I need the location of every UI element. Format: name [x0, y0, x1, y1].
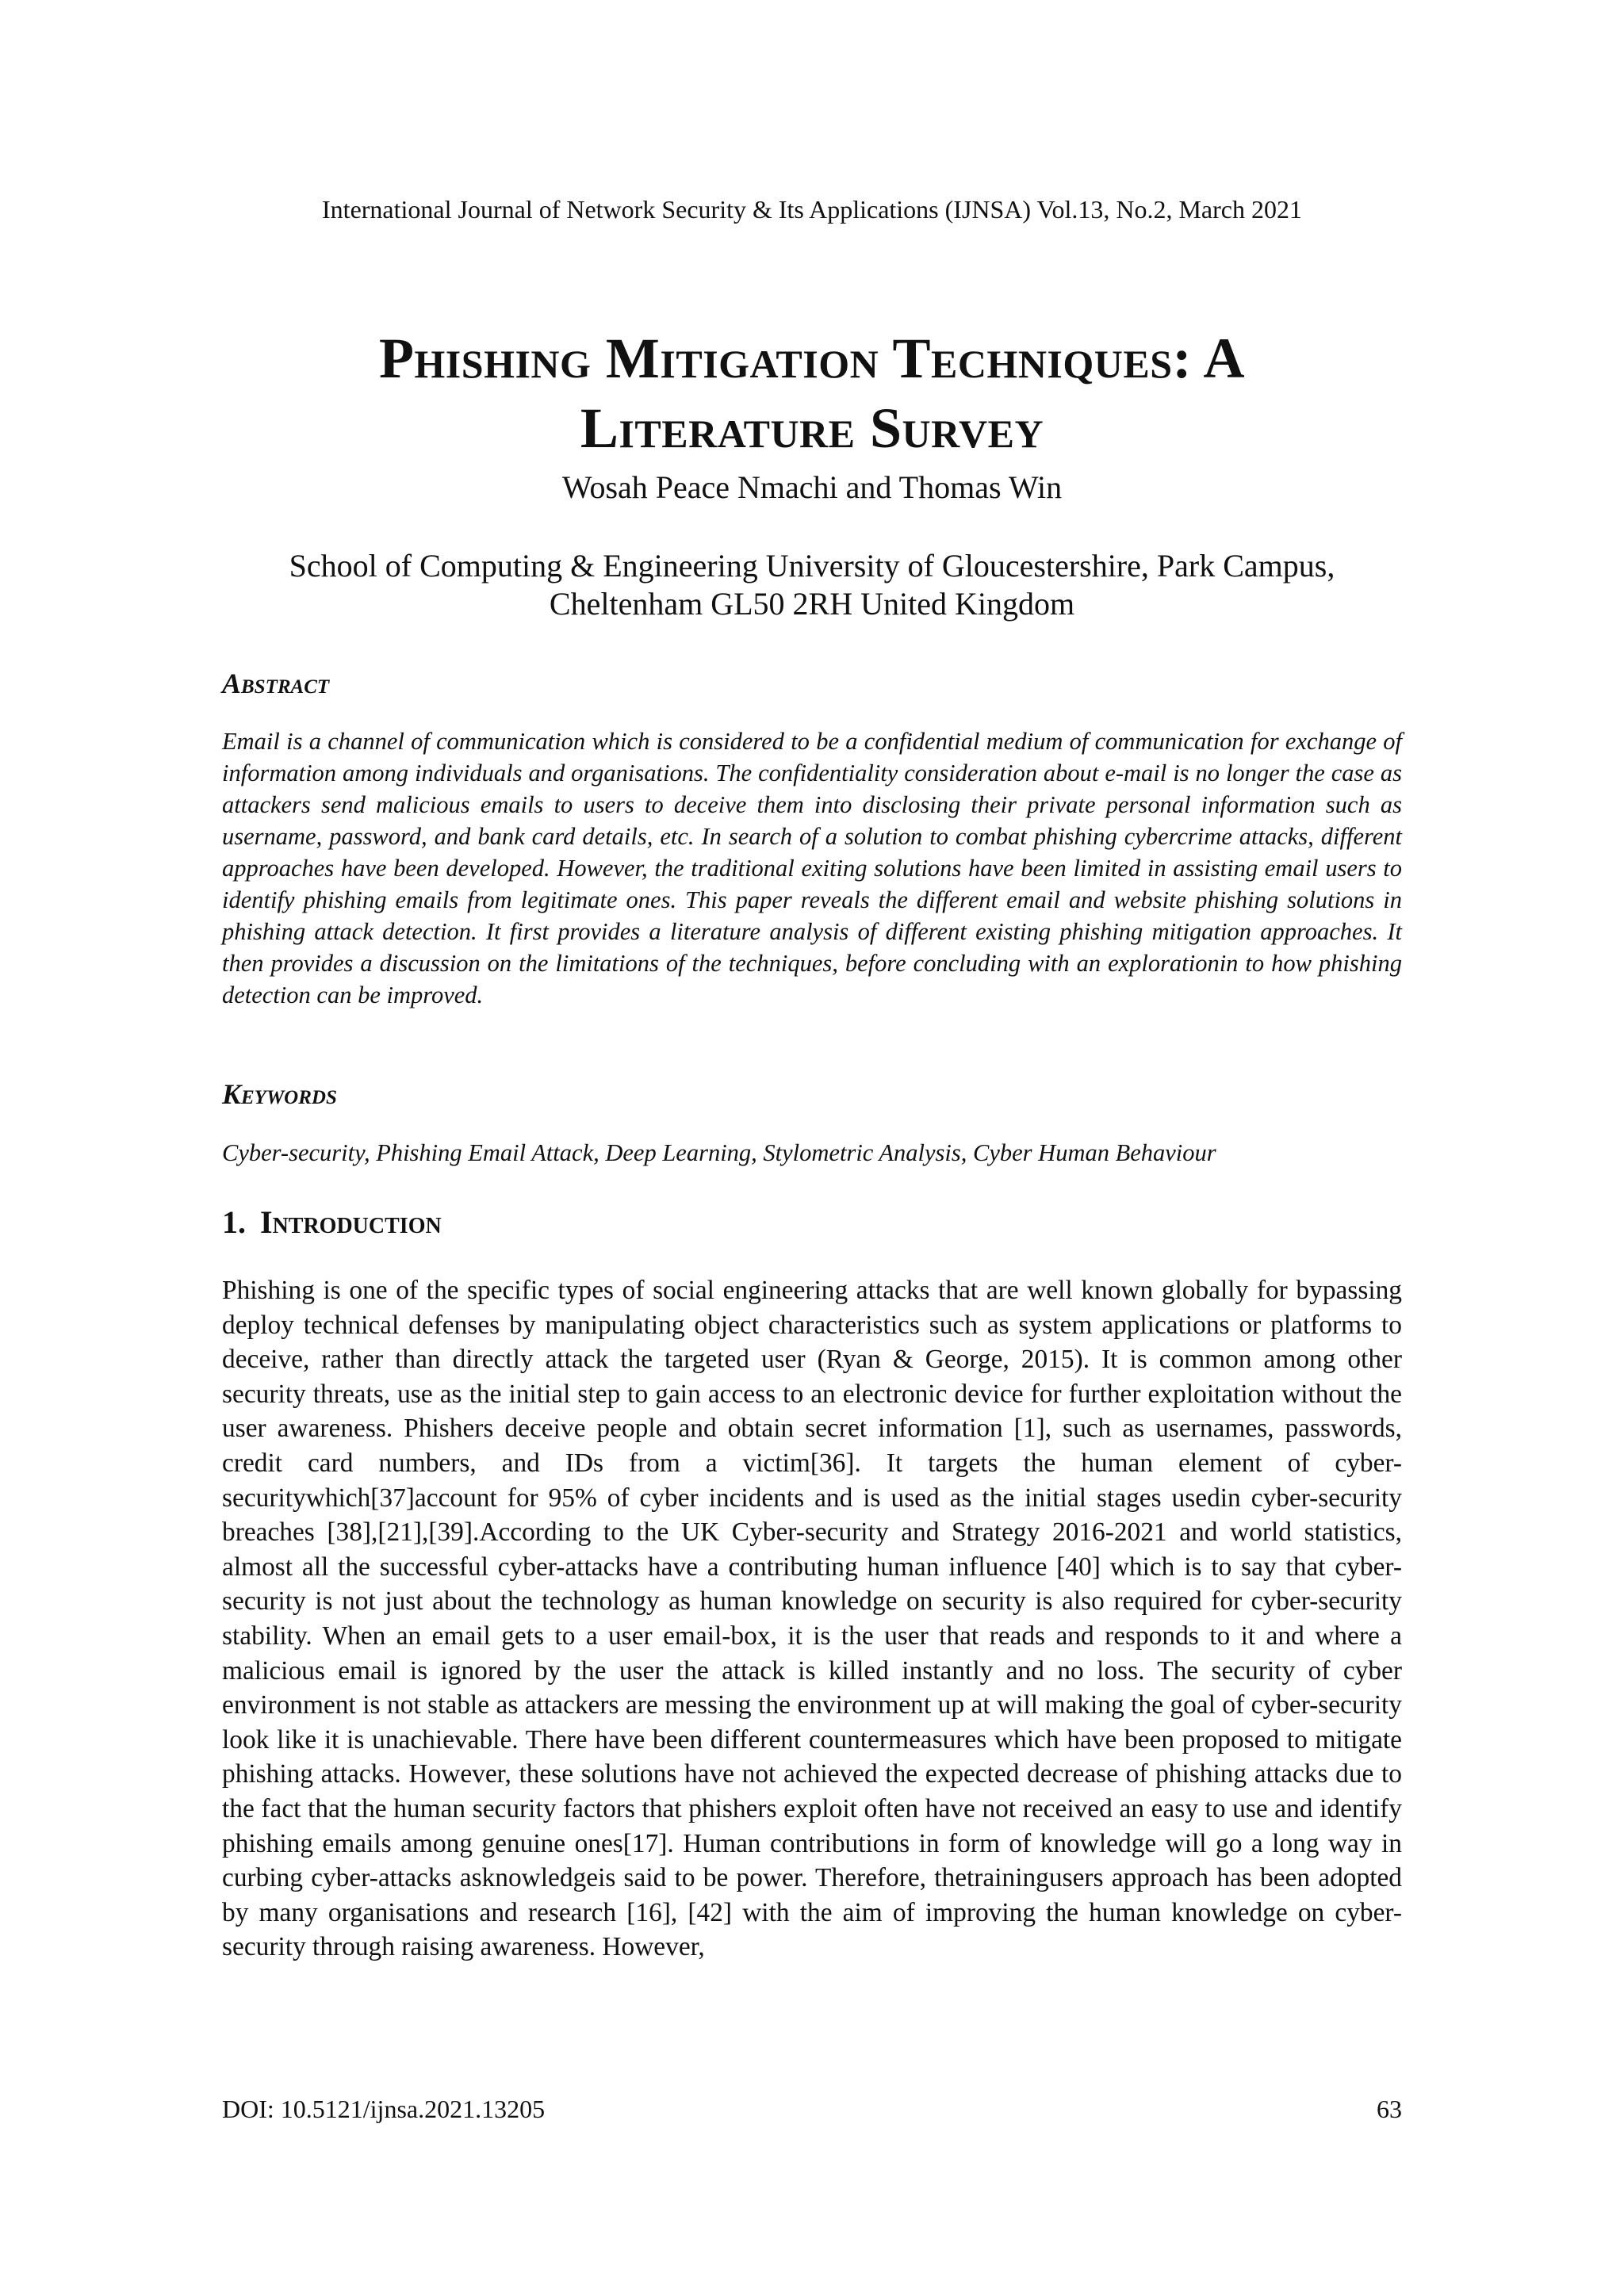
paper-title-line-1: Phishing Mitigation Techniques: A — [378, 327, 1246, 390]
affiliation-line-1: School of Computing & Engineering University of Gloucestershire, Park Campus, — [289, 548, 1335, 584]
page-number: 63 — [1377, 2095, 1402, 2123]
abstract-heading: Abstract — [222, 668, 330, 699]
paper-title-line-2: Literature Survey — [580, 396, 1044, 460]
introduction-heading — [222, 1203, 442, 1242]
author-list: Wosah Peace Nmachi and Thomas Win — [561, 469, 1063, 505]
abstract-text: Email is a channel of communication which is considered to be a confidential medium of communication for exchange of information among individuals and organisations. The confidentiality consideration about e-mail is no longer the case as attackers send malicious emails to users to deceive them into disclosing their private personal information such as username, password, and bank card details, etc. In search of a solution to combat phishing cybercrime attacks, different approaches have been developed. However, the traditional exiting solutions have been limited in assisting email users to identify phishing emails from legitimate ones. This paper reveals the different email and website phishing solutions in phishing attack detection. It first provides a literature analysis of different existing phishing mitigation approaches. It then provides a discussion on the limitations of the techniques, before concluding with an explorationin to how phishing detection can be improved. — [222, 728, 1402, 1008]
keywords-text: Cyber-security, Phishing Email Attack, Deep Learning, Stylometric Analysis, Cyber Human Behaviour — [222, 1139, 1216, 1166]
footer-doi: DOI: 10.5121/ijnsa.2021.13205 — [222, 2095, 546, 2123]
section-number: 1. — [222, 1204, 246, 1240]
keywords-heading: Keywords — [222, 1078, 337, 1110]
section-title: Introduction — [260, 1204, 442, 1240]
introduction-text: Phishing is one of the specific types of social engineering attacks that are well known globally for bypassing deploy technical defenses by manipulating object characteristics such as system applications or platforms to deceive, rather than directly attack the targeted user (Ryan & George, 2015). It is common among other security threats, use as the initial step to gain access to an electronic device for further exploitation without the user awareness. Phishers deceive people and obtain secret information [1], such as usernames, passwords, credit card numbers, and IDs from a victim[36]. It targets the human element of cyber-securitywhich[37]account for 95% of cyber incidents and is used as the initial stages usedin cyber-security breaches [38],[21],[39].According to the UK Cyber-security and Strategy 2016-2021 and world statistics, almost all the successful cyber-attacks have a contributing human influence [40] which is to say that cyber-security is not just about the technology as human knowledge on security is also required for cyber-security stability. When an email gets to a user email-box, it is the user that reads and responds to it and where a malicious email is ignored by the user the attack is killed instantly and no loss. The security of cyber environment is not stable as attackers are messing the environment up at will making the goal of cyber-security look like it is unachievable. There have been different countermeasures which have been proposed to mitigate phishing attacks. However, these solutions have not achieved the expected decrease of phishing attacks due to the fact that the human security factors that phishers exploit often have not received an easy to use and identify phishing emails among genuine ones[17]. Human contributions in form of knowledge will go a long way in curbing cyber-attacks asknowledgeis said to be power. Therefore, thetrainingusers approach has been adopted by many organisations and research [16], [42] with the aim of improving the human knowledge on cyber-security through raising awareness. However, — [222, 1276, 1402, 1962]
running-header: International Journal of Network Security & Its Applications (IJNSA) Vol.13, No.2, March 2021 — [322, 195, 1302, 224]
paper-title — [0, 323, 1624, 463]
affiliation-line-2: Cheltenham GL50 2RH United Kingdom — [549, 586, 1075, 622]
author-affiliation — [0, 547, 1624, 623]
